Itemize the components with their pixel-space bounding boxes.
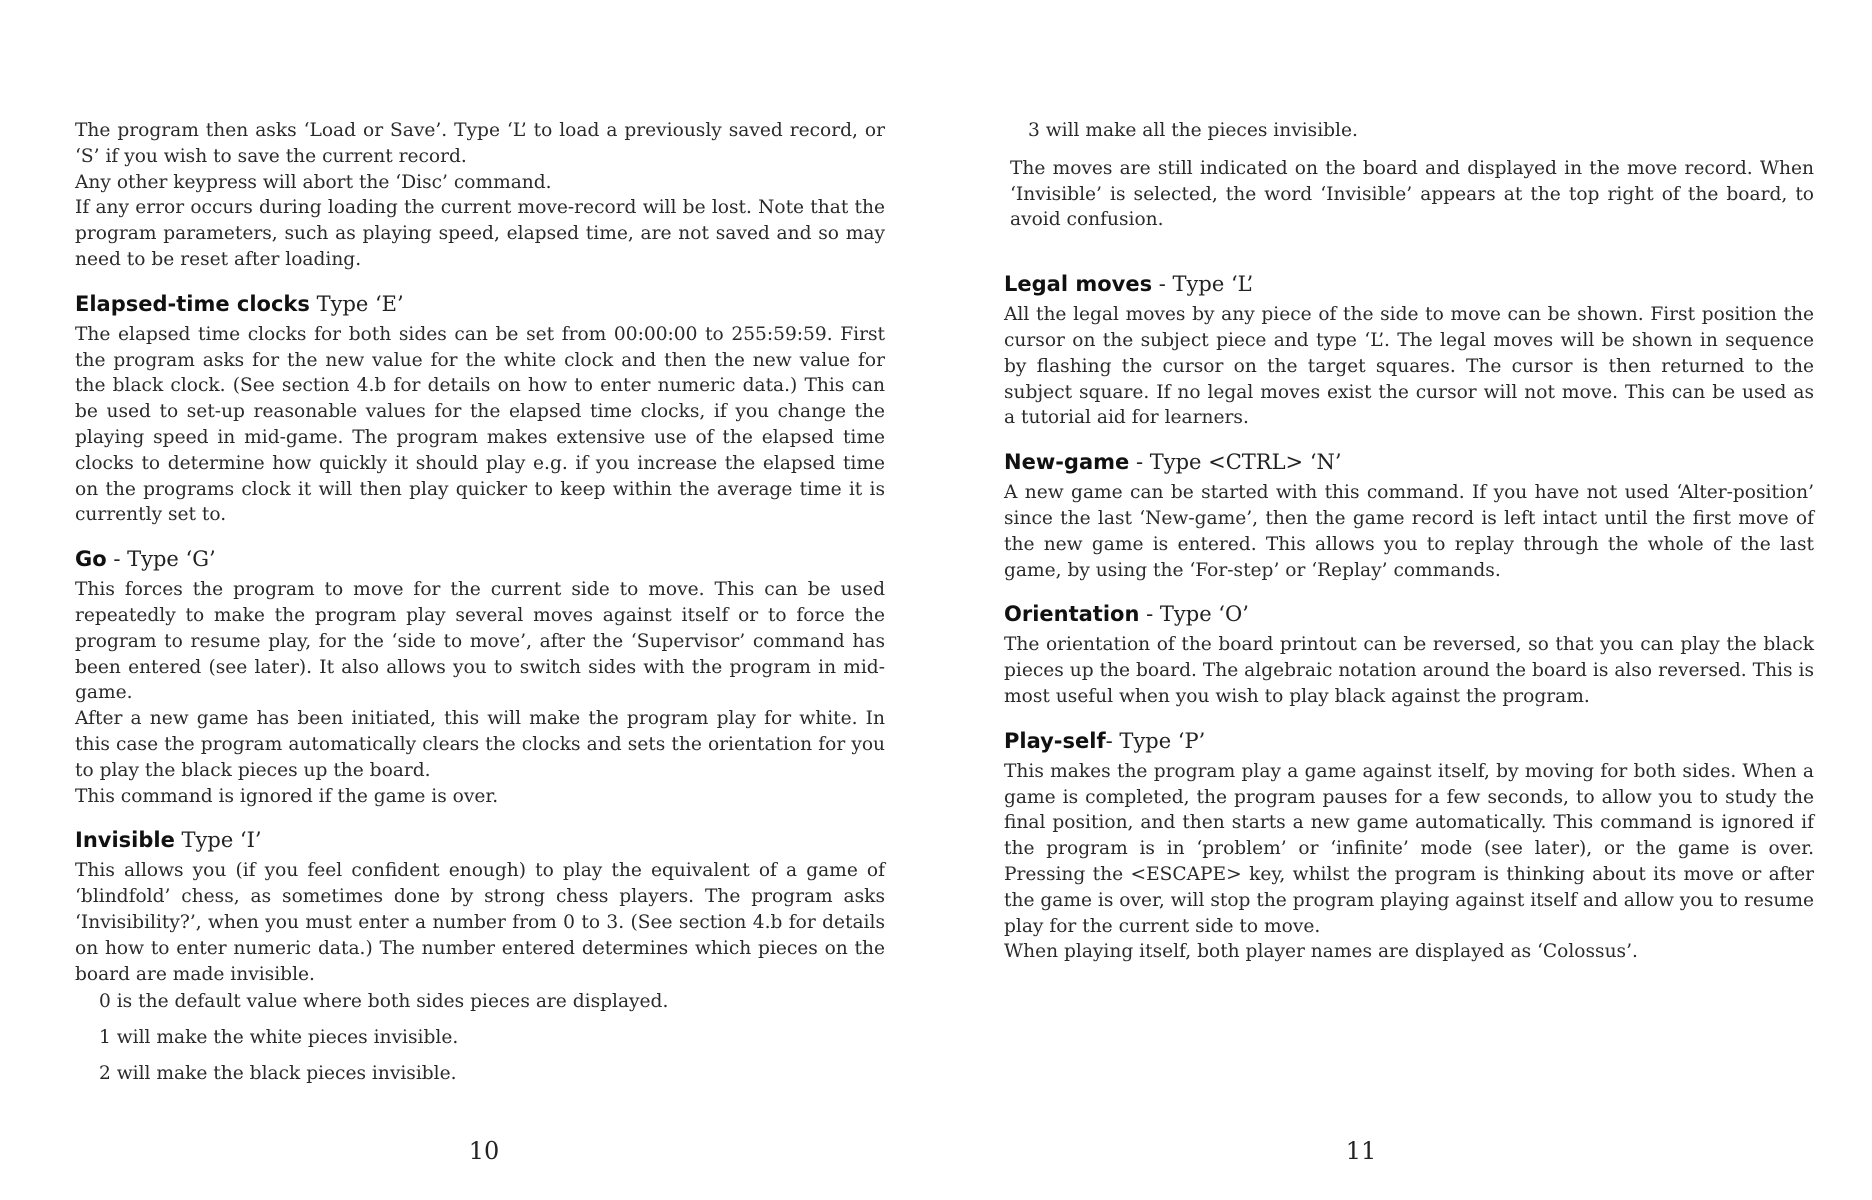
intro-paragraph: Any other keypress will abort the ‘Disc’ command. — [75, 171, 552, 193]
section-go — [75, 544, 885, 809]
command-name: Play-self — [1004, 728, 1106, 753]
section-paragraph: This makes the program play a game against itself, by moving for both sides. When a game is completed, the program pauses for a few seconds, to allow you to study the final position, and then starts a new game automatically. This command is ignored if the program is in ‘problem’ or ‘infinite’ mode (see later), or the game is over. Pressing the <ESCAPE> key, whilst the program is thinking about its move or after the game is over, will stop the program playing against itself and allow you to resume play for the current side to move. — [1004, 760, 1814, 937]
command-name: Invisible — [75, 828, 175, 853]
continuation-paragraph: The moves are still indicated on the board and displayed in the move record. When ‘Invisible’ is selected, the word ‘Invisible’ appears at the top right of the board, to avoid confusion. — [1010, 157, 1814, 231]
section-paragraph: This command is ignored if the game is over. — [75, 785, 499, 807]
section-paragraph: This forces the program to move for the current side to move. This can be used repeatedly to make the program play several moves against itself or to force the program to resume play, for the ‘side to move’, after the ‘Supervisor’ command has been entered (see later). It also allows you to switch sides with the program in mid-game. — [75, 579, 885, 704]
intro-paragraph: If any error occurs during loading the current move-record will be lost. Note that the program parameters, such as playing speed, elapsed time, are not saved and so may need to be reset after loading. — [75, 197, 885, 270]
section-elapsed-time-clocks — [75, 289, 885, 528]
command-key: Type ‘E’ — [309, 291, 404, 316]
right-page — [936, 0, 1872, 1200]
section-legal-moves — [1004, 269, 1814, 431]
section-new-game — [1004, 447, 1814, 583]
section-paragraph: A new game can be started with this command. If you have not used ‘Alter-position’ since the last ‘New-game’, then the game record is left intact until the first move of the new game is entered. This allows you to replay through the whole of the last game, by using the ‘For-step’ or ‘Replay’ commands. — [1004, 482, 1814, 581]
command-key: Type ‘I’ — [174, 828, 262, 853]
list-item: 2 will make the black pieces invisible. — [99, 1062, 457, 1084]
command-key: - Type ‘L’ — [1152, 272, 1254, 297]
command-name: Go — [75, 547, 107, 572]
section-play-self — [1004, 726, 1814, 965]
section-paragraph: When playing itself, both player names are displayed as ‘Colossus’. — [1004, 941, 1638, 963]
section-heading — [1004, 726, 1814, 757]
left-column — [75, 118, 885, 1087]
list-item: 0 is the default value where both sides pieces are displayed. — [99, 991, 669, 1013]
page-number: 10 — [468, 1137, 500, 1165]
section-invisible — [75, 825, 885, 1086]
command-name: Legal moves — [1004, 272, 1153, 297]
section-heading — [1004, 269, 1814, 300]
command-name: Orientation — [1004, 602, 1140, 627]
command-key: - Type <CTRL> ‘N’ — [1129, 450, 1342, 475]
command-name: New-game — [1004, 450, 1130, 475]
section-heading — [75, 544, 885, 575]
section-heading — [1004, 447, 1814, 478]
section-orientation — [1004, 599, 1814, 709]
page-number: 11 — [1345, 1137, 1377, 1165]
section-heading — [75, 825, 885, 856]
list-item: 1 will make the white pieces invisible. — [99, 1027, 459, 1049]
section-heading — [1004, 599, 1814, 630]
command-name: Elapsed-time clocks — [75, 291, 310, 316]
section-heading — [75, 289, 885, 320]
command-key: - Type ‘P’ — [1105, 728, 1206, 753]
section-paragraph: The orientation of the board printout can be reversed, so that you can play the black pieces up the board. The algebraic notation around the board is also reversed. This is most useful when you wish to play black against the program. — [1004, 634, 1814, 707]
command-key: - Type ‘O’ — [1139, 602, 1249, 627]
right-column — [1004, 118, 1814, 965]
section-paragraph: This allows you (if you feel confident enough) to play the equivalent of a game of ‘blindfold’ chess, as sometimes done by strong chess players. The program asks ‘Invisibility?’, when you must enter a number from 0 to 3. (See section 4.b for details on how to enter numeric data.) The number entered determines which pieces on the board are made invisible. — [75, 860, 885, 985]
section-paragraph: The elapsed time clocks for both sides can be set from 00:00:00 to 255:59:59. First the program asks for the new value for the white clock and then the new value for the black clock. (See section 4.b for details on how to enter numeric data.) This can be used to set-up reasonable values for the elapsed time clocks, if you change the playing speed in mid-game. The program makes extensive use of the elapsed time clocks to determine how quickly it should play e.g. if you increase the elapsed time on the programs clock it will then play quicker to keep within the average time it is currently set to. — [75, 323, 885, 526]
section-paragraph: All the legal moves by any piece of the side to move can be shown. First position the cursor on the subject piece and type ‘L’. The legal moves will be shown in sequence by flashing the cursor on the target squares. The cursor is then returned to the subject square. If no legal moves exist the cursor will not move. This can be used as a tutorial aid for learners. — [1004, 304, 1814, 429]
intro-paragraph: The program then asks ‘Load or Save’. Type ‘L’ to load a previously saved record, or ‘S’ if you wish to save the current record. — [75, 120, 885, 167]
list-item: 3 will make all the pieces invisible. — [1028, 120, 1358, 141]
section-paragraph: After a new game has been initiated, this will make the program play for white. In this case the program automatically clears the clocks and sets the orientation for you to play the black pieces up the board. — [75, 708, 885, 781]
command-key: - Type ‘G’ — [106, 547, 216, 572]
